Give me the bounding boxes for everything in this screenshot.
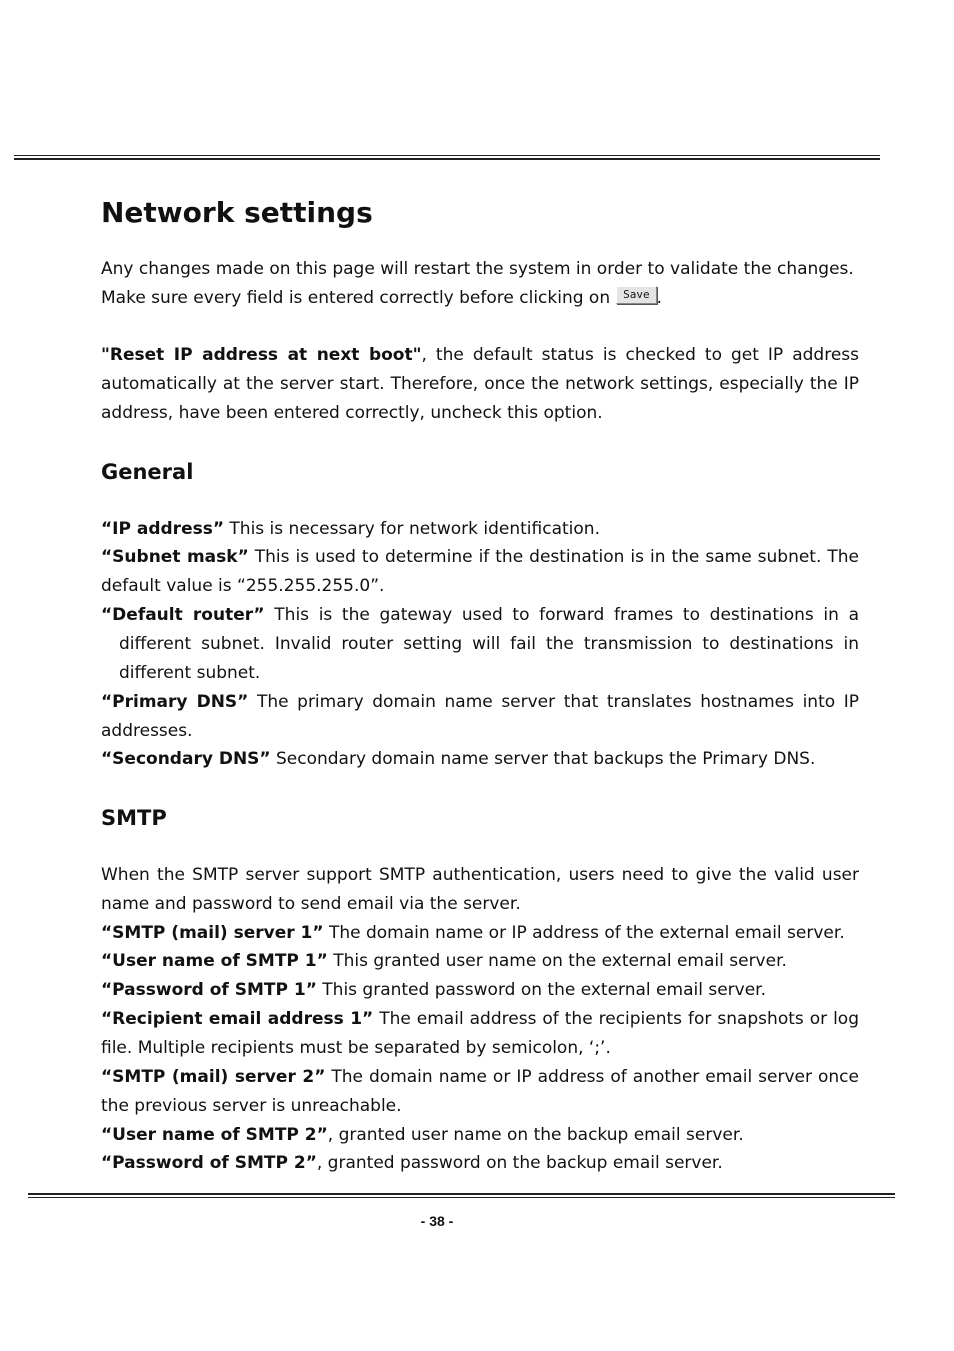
page-number: - 38 - — [420, 1213, 454, 1229]
general-item — [101, 515, 859, 544]
intro-paragraph — [101, 255, 859, 313]
reset-ip-paragraph — [101, 341, 859, 428]
header-rule — [14, 155, 880, 161]
general-item — [101, 543, 859, 601]
general-item-term: “Primary DNS” — [101, 692, 249, 712]
general-item-text: This is the gateway used to forward frames to destinations in a different subnet. Invalid router setting will fail the transmission to destinations in different subnet. — [119, 605, 860, 683]
general-item — [101, 745, 859, 774]
intro-line-1: Any changes made on this page will restart the system in order to validate the changes. — [101, 259, 854, 279]
smtp-item — [101, 1121, 859, 1150]
smtp-item-term: “Recipient email address 1” — [101, 1009, 374, 1029]
smtp-item-text: The domain name or IP address of the external email server. — [323, 923, 845, 943]
smtp-item-term: “User name of SMTP 2” — [101, 1125, 328, 1145]
general-item-term: “IP address” — [101, 519, 225, 539]
reset-ip-term: "Reset IP address at next boot" — [101, 345, 422, 365]
smtp-item — [101, 1149, 859, 1178]
smtp-item — [101, 919, 859, 948]
intro-line-2-end: . — [656, 288, 663, 308]
save-button[interactable]: Save — [616, 286, 657, 304]
smtp-item — [101, 947, 859, 976]
general-item-term: “Default router” — [101, 605, 265, 625]
general-item-text: This is necessary for network identification. — [224, 519, 600, 539]
smtp-item-term: “Password of SMTP 2” — [101, 1153, 317, 1173]
general-heading: General — [101, 460, 194, 484]
general-item-text: The primary domain name server that translates hostnames into IP addresses. — [101, 692, 859, 741]
smtp-item — [101, 976, 859, 1005]
smtp-item-term: “SMTP (mail) server 1” — [101, 923, 324, 943]
general-item-term: “Secondary DNS” — [101, 749, 271, 769]
reset-ip-text: , the default status is checked to get IP address automatically at the server start. Therefore, once the network settings, especially the IP address, have been entered correctly, uncheck this option. — [101, 345, 859, 423]
footer-rule — [28, 1193, 895, 1200]
smtp-heading: SMTP — [101, 806, 167, 830]
page-title: Network settings — [101, 196, 373, 229]
smtp-item-text: The domain name or IP address of another email server once the previous server is unreachable. — [101, 1067, 859, 1116]
smtp-item-term: “SMTP (mail) server 2” — [101, 1067, 326, 1087]
general-item — [101, 688, 859, 746]
smtp-item-term: “Password of SMTP 1” — [101, 980, 317, 1000]
general-item-text: Secondary domain name server that backups the Primary DNS. — [270, 749, 816, 769]
smtp-item-text: , granted password on the backup email server. — [316, 1153, 723, 1173]
intro-line-2: Make sure every field is entered correctly before clicking on — [101, 288, 611, 308]
smtp-item-text: This granted user name on the external email server. — [327, 951, 787, 971]
smtp-item-term: “User name of SMTP 1” — [101, 951, 328, 971]
general-item — [101, 601, 859, 688]
smtp-item-text: This granted password on the external email server. — [316, 980, 767, 1000]
general-item-text: This is used to determine if the destination is in the same subnet. The default value is “255.255.255.0”. — [101, 547, 859, 596]
smtp-item — [101, 1063, 859, 1121]
smtp-item-text: , granted user name on the backup email server. — [327, 1125, 744, 1145]
smtp-item — [101, 1005, 859, 1063]
smtp-intro: When the SMTP server support SMTP authentication, users need to give the valid user name and password to send email via the server. — [101, 865, 859, 914]
general-item-term: “Subnet mask” — [101, 547, 249, 567]
smtp-item-text: The email address of the recipients for snapshots or log file. Multiple recipients must be separated by semicolon, ‘;’. — [101, 1009, 859, 1058]
